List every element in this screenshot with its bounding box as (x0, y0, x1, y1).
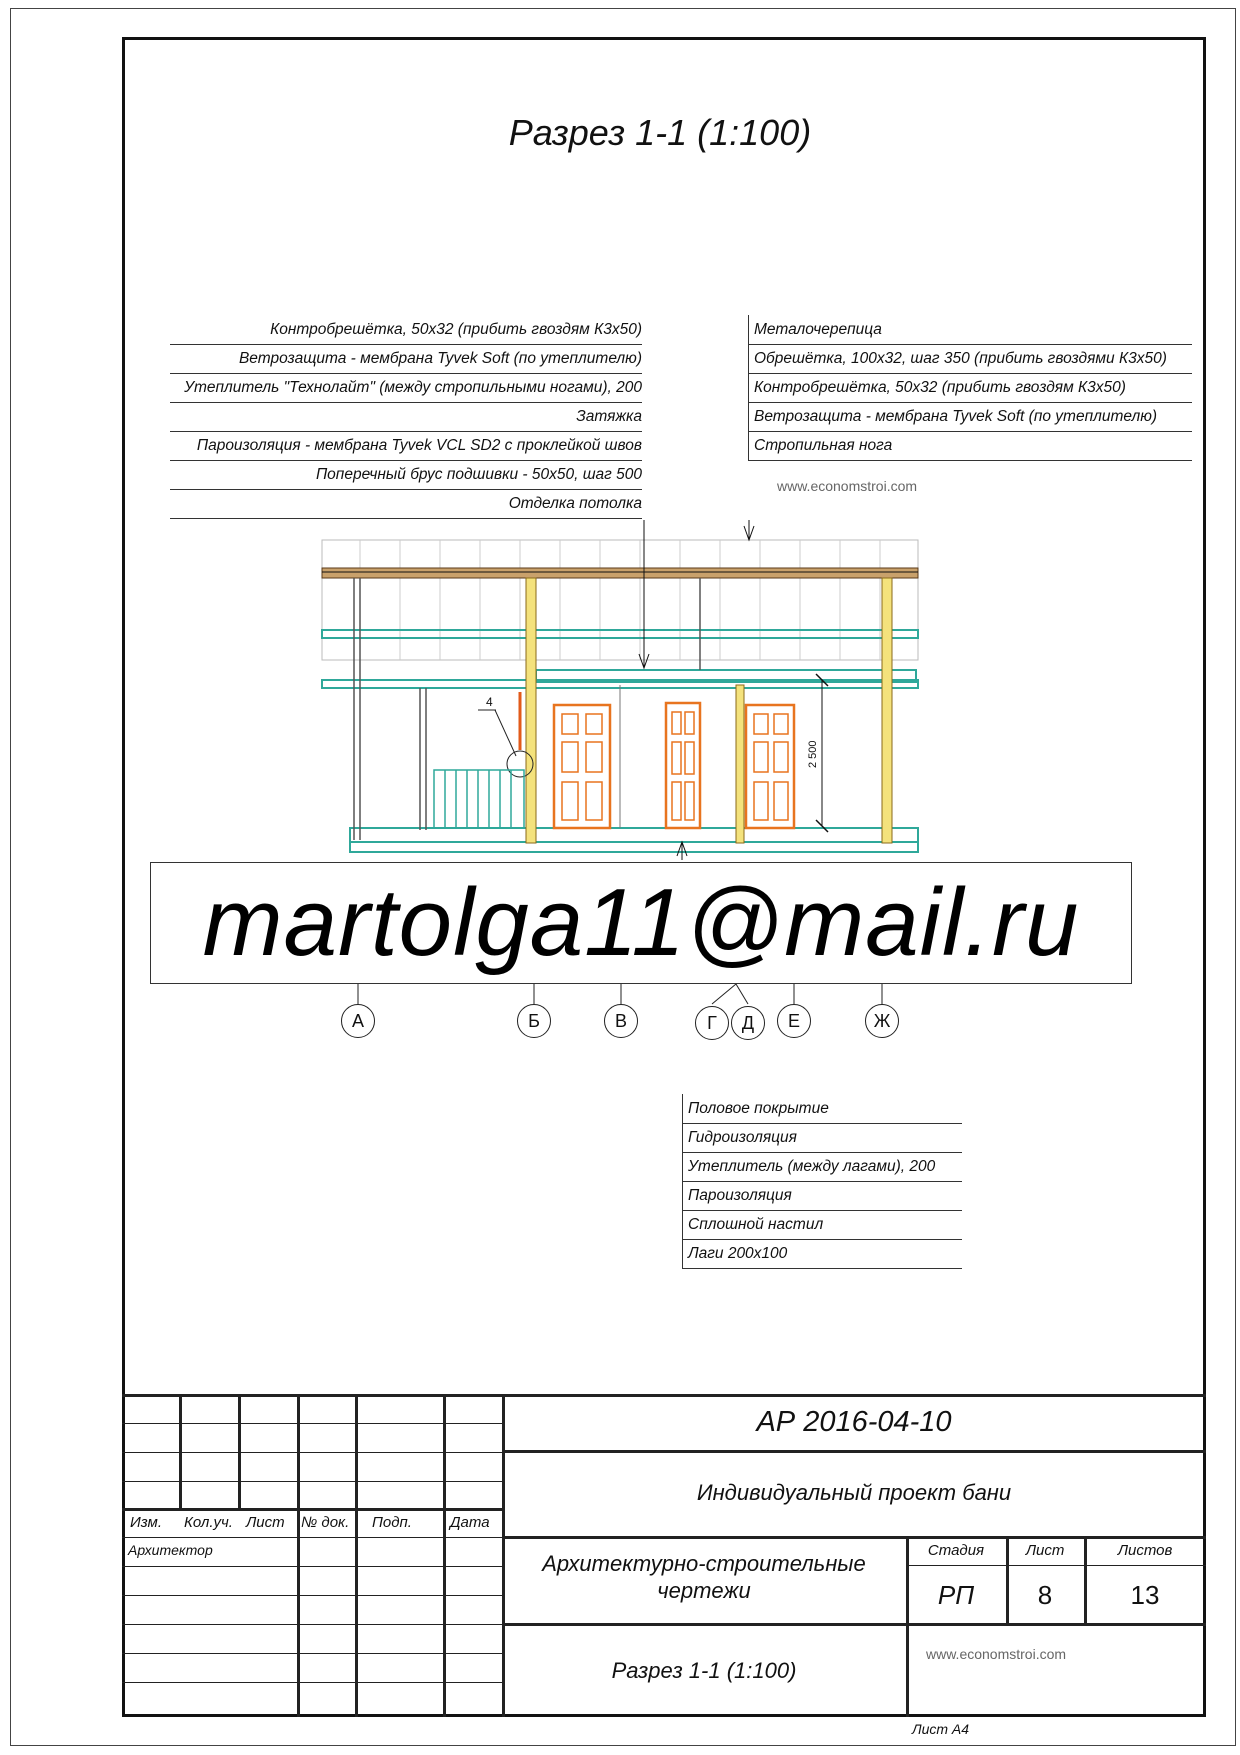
stamp-line (502, 1450, 1206, 1453)
note-row: Стропильная нога (748, 431, 1192, 461)
stamp-website: www.economstroi.com (926, 1646, 1067, 1662)
note-row: Сплошной настил (682, 1210, 962, 1240)
stamp-sheet-name: Разрез 1-1 (1:100) (611, 1658, 797, 1683)
note-row: Гидроизоляция (682, 1123, 962, 1153)
stamp-line (355, 1394, 358, 1717)
note-row: Обрешётка, 100х32, шаг 350 (прибить гвоздями К3х50) (748, 344, 1192, 374)
note-row: Половое покрытие (682, 1094, 962, 1124)
stamp-line (443, 1394, 446, 1717)
stamp-sheets-label: Листов (1117, 1542, 1173, 1559)
watermark-email: martolga11@mail.ru (150, 862, 1132, 984)
stamp-stage-label: Стадия (927, 1542, 985, 1559)
axis-marker: Д (731, 1006, 765, 1040)
note-row: Металочерепица (748, 315, 1192, 345)
axis-marker: В (604, 1004, 638, 1038)
stamp-line (906, 1536, 909, 1717)
axis-marker: Б (517, 1004, 551, 1038)
stamp-sheet-value: 8 (1037, 1580, 1053, 1610)
axis-marker: Ж (865, 1004, 899, 1038)
stamp-section-name: Архитектурно-строительные чертежи (542, 1551, 866, 1603)
note-row: Ветрозащита - мембрана Tyvek Soft (по утеплителю) (748, 402, 1192, 432)
note-row: Контробрешётка, 50х32 (прибить гвоздям К3х50) (170, 315, 642, 345)
building-section-drawing (300, 520, 940, 860)
note-row: Затяжка (170, 402, 642, 432)
stamp-role: Архитектор (128, 1542, 213, 1558)
stamp-line (179, 1394, 182, 1511)
stamp-sheet-label: Лист (1025, 1542, 1065, 1559)
stamp-sheets-value: 13 (1130, 1580, 1160, 1610)
stamp-project-name: Индивидуальный проект бани (696, 1480, 1012, 1505)
dimension-height: 2 500 (807, 740, 819, 768)
note-row: Пароизоляция - мембрана Tyvek VCL SD2 с проклейкой швов (170, 431, 642, 461)
stamp-line (297, 1394, 300, 1717)
note-row: Контробрешётка, 50х32 (прибить гвоздям К3х50) (748, 373, 1192, 403)
note-row: Отделка потолка (170, 489, 642, 519)
note-row: Утеплитель "Технолайт" (между стропильными ногами), 200 (170, 373, 642, 403)
stamp-col-header: Подп. (372, 1514, 412, 1531)
stamp-doc-code: АР 2016-04-10 (756, 1406, 952, 1438)
stamp-line (238, 1394, 241, 1511)
stamp-line (122, 1394, 1206, 1397)
axis-marker: Г (695, 1006, 729, 1040)
stamp-col-header: Дата (450, 1514, 490, 1531)
website-label: www.economstroi.com (777, 478, 918, 494)
note-row: Ветрозащита - мембрана Tyvek Soft (по утеплителю) (170, 344, 642, 374)
axis-marker: А (341, 1004, 375, 1038)
node-mark: 4 (486, 695, 493, 709)
title-block (122, 1394, 1206, 1717)
stamp-col-header: Изм. (130, 1514, 162, 1531)
note-row: Поперечный брус подшивки - 50х50, шаг 500 (170, 460, 642, 490)
note-row: Пароизоляция (682, 1181, 962, 1211)
stamp-line (502, 1623, 1206, 1626)
stamp-stage-value: РП (937, 1580, 975, 1610)
stamp-col-header: № док. (301, 1514, 350, 1531)
axis-marker: Е (777, 1004, 811, 1038)
stamp-col-header: Лист (246, 1514, 285, 1531)
stamp-col-header: Кол.уч. (184, 1514, 233, 1531)
sheet-format-label: Лист А4 (912, 1721, 970, 1737)
stamp-line (502, 1536, 1206, 1539)
note-row: Лаги 200х100 (682, 1239, 962, 1269)
sheet-title: Разрез 1-1 (1:100) (508, 112, 812, 153)
note-row: Утеплитель (между лагами), 200 (682, 1152, 962, 1182)
stamp-line (906, 1565, 1206, 1566)
